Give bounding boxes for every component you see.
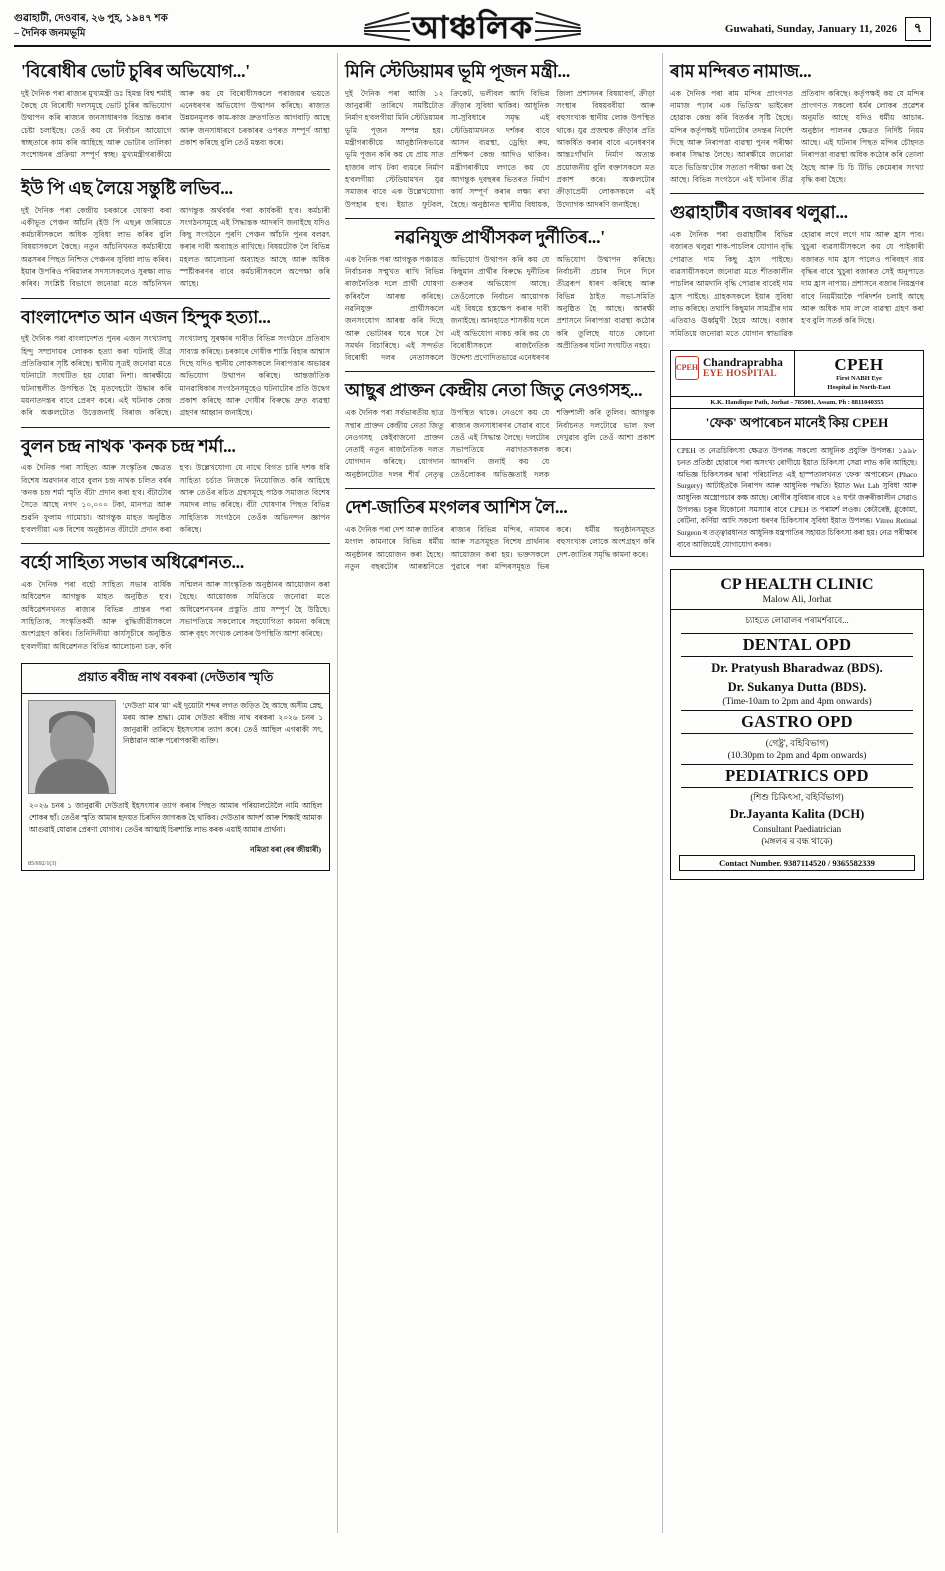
article-bulon-chandra-nath <box>21 436 330 537</box>
logo-wrap <box>374 12 571 43</box>
masthead-date-english: Guwahati, Sunday, January 11, 2026 <box>724 23 897 35</box>
column-2 <box>338 53 663 1533</box>
article-headline: 'বিৰোধীৰ ভোট চুৰিৰ অভিযোগ...' <box>21 61 250 81</box>
ad-headline: 'ফেক' অপাৰেচন মানেই কিয় CPEH <box>671 409 923 440</box>
article-headline: আছুৰ প্ৰাক্তন কেন্দ্ৰীয় নেতা জিতু নেওগসহ... <box>345 380 643 401</box>
article-bangladesh-hindu <box>21 307 330 420</box>
obituary-body-text: ২০২৬ চনৰ ১ জানুৱাৰী দেউতাই ইহসংসাৰ ত্যাগ কৰাৰ পিছত আমাৰ পৰিয়ালটোলৈ নামি আহিল শোকৰ ছাঁ। তেওঁৰ স্মৃতি আমাৰ হৃদয়ত চিৰদিন জাগৰূক হৈ থাকিব। দেউতাৰ আদৰ্শ আৰু শিক্ষাই আমাক আগুৱাই যোৱাৰ প্ৰেৰণা যোগাব। তেওঁৰ আত্মাই চিৰশান্তি লাভ কৰক এয়াই আমাৰ প্ৰাৰ্থনা। <box>29 800 322 834</box>
cpeh-logo-icon: CPEH <box>675 356 699 380</box>
clinic-dept-dental: DENTAL OPD <box>681 633 913 657</box>
article-headline: ইউ পি এছ লৈয়ে সন্তুষ্টি লভিব... <box>21 177 233 198</box>
article-body: এক দৈনিক পৰা বৰ্হো সাহিত্য সভাৰ বাৰ্ষিক অধিৱেশন আগন্তুক মাহত অনুষ্ঠিত হ'ব। অধিৱেশনখনত ৰাজ্যৰ বিভিন্ন প্ৰান্তৰ পৰা সাহিত্যিক, সংস্কৃতিকৰ্মী আৰু বুদ্ধিজীৱীসকলে অংশগ্ৰহণ কৰিব। তিনিদিনীয়া কাৰ্যসূচীৰে অনুষ্ঠিত হ'বলগীয়া অধিৱেশনত বিভিন্ন আলোচনা চক্ৰ, কবি সন্মিলন আৰু সাংস্কৃতিক অনুষ্ঠানৰ আয়োজন কৰা হৈছে। আয়োজক সমিতিয়ে জনোৱা মতে অধিৱেশনখনৰ প্ৰস্তুতি প্ৰায় সম্পূৰ্ণ হৈ উঠিছে। সভাপতিয়ে সকলোৰে সহযোগিতা কামনা কৰিছে আৰু বৃহৎ সংখ্যক লোকৰ উপস্থিতি আশা কৰিছে। <box>21 580 330 651</box>
obituary-ref-code: 85/692/1(3) <box>28 860 57 867</box>
ad-acronym-block <box>795 351 923 397</box>
divider <box>21 169 330 170</box>
clinic-tagline: চ্যাহতে লোৱালৰ পৰামৰ্শবাবে... <box>745 615 849 626</box>
divider <box>670 193 924 194</box>
column-3 <box>663 53 931 1533</box>
clinic-doctor-3-designation: Consultant Paediatrician <box>752 823 842 834</box>
obituary-inner <box>22 694 329 800</box>
obituary-signature: নমিতা বৰা (বৰ জীয়াৰী) <box>250 844 321 854</box>
ad-cp-health-clinic[interactable] <box>670 569 924 879</box>
article-body: এক দৈনিক পৰা আগন্তুক পঞ্চায়ত নিৰ্বাচনক সন্মুখত ৰাখি বিভিন্ন ৰাজনৈতিক দলে প্ৰাৰ্থী ঘোষণা কৰিবলৈ আৰম্ভ কৰিছে। নৱনিযুক্ত প্ৰাৰ্থীসকলে জনসংযোগ আৰম্ভ কৰি দিছে আৰু ভোটাৰৰ ঘৰে ঘৰে গৈ সমৰ্থন বিচাৰিছে। এই সন্দৰ্ভত বিৰোধী দলৰ নেতাসকলে অভিযোগ উত্থাপন কৰি কয় যে কিছুমান প্ৰাৰ্থীৰ বিৰুদ্ধে দুৰ্নীতিৰ গুৰুতৰ অভিযোগ আছে। তেওঁলোকে নিৰ্বাচন আয়োগক এই বিষয়ে হস্তক্ষেপ কৰাৰ দাবী জনাইছে। আনহাতে শাসকীয় দলে এই অভিযোগ নাকচ কৰি কয় যে বিৰোধীসকলে ৰাজনৈতিক উদ্দেশ্য প্ৰণোদিতভাৱে এনেধৰণৰ অভিযোগ উত্থাপন কৰিছে। নিৰ্বাচনী প্ৰচাৰ দিনে দিনে তীব্ৰৰূপ ধাৰণ কৰিছে আৰু বিভিন্ন ঠাইত সভা-সমিতি অনুষ্ঠিত হৈ আছে। আৰক্ষী প্ৰশাসনে নিৰাপত্তা ব্যৱস্থা কঠোৰ কৰি তুলিছে যাতে কোনো অপ্ৰীতিকৰ ঘটনা সংঘটিত নহয়। <box>345 254 655 363</box>
article-body: দুই দৈনিক পৰা আজি ১২ জানুৱাৰী তাৰিখে সমষ্টিটোত নিৰ্মাণ হ'বলগীয়া মিনি স্টেডিয়ামৰ ভূমি পূজন সম্পন্ন হয়। মন্ত্ৰীগৰাকীয়ে আনুষ্ঠানিকভাৱে ভূমি পূজন কৰি কয় যে প্ৰায় সাত হাজাৰ লাখ টকা ব্যয়ৰে নিৰ্মাণ হ'বলগীয়া স্টেডিয়ামখন যুৱ সমাজৰ বাবে এক উল্লেখযোগ্য উপহাৰ হ'ব। ইয়াত ফুটবল, ক্ৰিকেট, ভলীবল আদি বিভিন্ন ক্ৰীড়াৰ সুবিধা থাকিব। আধুনিক সা-সুবিধাৰে সমৃদ্ধ এই স্টেডিয়ামখনত দৰ্শকৰ বাবে আসন ব্যৱস্থা, ড্ৰেছিং ৰুম, প্ৰশিক্ষণ কেন্দ্ৰ আদিও থাকিব। মন্ত্ৰীগৰাকীয়ে লগতে কয় যে আগন্তুক দুবছৰৰ ভিতৰত নিৰ্মাণ কাৰ্য সম্পূৰ্ণ কৰাৰ লক্ষ্য ৰখা হৈছে। অনুষ্ঠানত স্থানীয় বিধায়ক, জিলা প্ৰশাসনৰ বিষয়াবৰ্গ, ক্ৰীড়া সংস্থাৰ বিষয়ববীয়া আৰু বহুসংখ্যক স্থানীয় লোক উপস্থিত থাকে। যুৱ প্ৰজন্মক ক্ৰীড়াৰ প্ৰতি আকৰ্ষিত কৰাৰ বাবে এনেধৰণৰ আন্তঃগাঁথনি নিৰ্মাণ অত্যন্ত প্ৰয়োজনীয় বুলি বক্তাসকলে মত প্ৰকাশ কৰে। অঞ্চলটোৰ ক্ৰীড়াপ্ৰেমী লোকসকলে এই উদ্যোগক আদৰণি জনাইছে। <box>345 88 655 209</box>
ad-tagline-line2: Hospital in North-East <box>827 383 891 391</box>
clinic-pediatrics-timing: (মঙ্গলৰ ৰ বন্ধ থাকে) <box>761 835 833 846</box>
article-headline: বাংলাদেশত আন এজন হিন্দুক হত্যা... <box>21 306 271 327</box>
masthead-right <box>681 17 931 41</box>
article-body: দুই দৈনিক পৰা ৰাজ্যৰ মুখ্যমন্ত্ৰী ডঃ হিমন্ত বিশ্ব শৰ্মাই কৈছে যে বিৰোধী দলসমূহে ভোট চুৰিৰ অভিযোগ উত্থাপন কৰি ৰাজ্যৰ জনসাধাৰণক বিভ্ৰান্ত কৰাৰ চেষ্টা চলাইছে। তেওঁ কয় যে নিৰ্বাচন আয়োগে স্বচ্ছতাৰে কাম কৰি আহিছে আৰু ভোটাৰ তালিকা সংশোধনৰ প্ৰক্ৰিয়া সম্পূৰ্ণ স্বচ্ছ। মুখ্যমন্ত্ৰীগৰাকীয়ে আৰু কয় যে বিৰোধীসকলে পৰাজয়ৰ ভয়তে এনেধৰণৰ অভিযোগ উত্থাপন কৰিছে। ৰাজ্যত উন্নয়নমূলক কাম-কাজ দ্ৰুতগতিত আগবাঢ়ি আছে আৰু জনসাধাৰণে চৰকাৰৰ ওপৰত সম্পূৰ্ণ আস্থা প্ৰকাশ কৰিছে বুলি তেওঁ মন্তব্য কৰে। <box>21 88 330 160</box>
masthead-left <box>14 11 264 41</box>
article-headline: নৱনিযুক্ত প্ৰাৰ্থীসকল দুৰ্নীতিৰ...' <box>395 226 605 247</box>
article-headline: দেশ-জাতিৰ মংগলৰ আশিস লৈ... <box>345 497 568 518</box>
article-body: এক দৈনিক পৰা দেশ আৰু জাতিৰ মংগল কামনাৰে বিভিন্ন ধৰ্মীয় অনুষ্ঠানৰ আয়োজন কৰা হৈছে। নতুন বছৰটোৰ আৰম্ভণিতে ৰাজ্যৰ বিভিন্ন মন্দিৰ, নামঘৰ আৰু সত্ৰসমূহত বিশেষ প্ৰাৰ্থনাৰ আয়োজন কৰা হয়। ভক্তসকলে পুৱাৰে পৰা মন্দিৰসমূহত ভিৰ কৰে। ধৰ্মীয় অনুষ্ঠানসমূহত বহুসংখ্যক লোকে অংশগ্ৰহণ কৰি দেশ-জাতিৰ সমৃদ্ধি কামনা কৰে। <box>345 524 655 571</box>
article-borho-sahitya-sabha <box>21 552 330 653</box>
divider <box>345 218 655 219</box>
clinic-contact-number[interactable]: Contact Number. 9387114520 / 9365582339 <box>679 855 915 871</box>
article-headline: মিনি স্টেডিয়ামৰ ভূমি পূজন মন্ত্ৰী... <box>345 61 571 81</box>
ad-tagline-line1: First NABH Eye <box>836 374 882 382</box>
masthead-center <box>264 12 681 43</box>
clinic-gastro-timing: (10.30pm to 2pm and 4pm onwards) <box>727 750 867 761</box>
column-1 <box>14 53 338 1533</box>
ad-chandraprabha-eye-hospital[interactable] <box>670 350 924 558</box>
clinic-doctor-3: Dr.Jayanta Kalita (DCH) <box>729 806 865 821</box>
article-body: দুই দৈনিক পৰা বাংলাদেশত পুনৰ এজন সংখ্যালঘু হিন্দু সম্প্ৰদায়ৰ লোকক হত্যা কৰা ঘটনাই তীব্ৰ প্ৰতিক্ৰিয়াৰ সৃষ্টি কৰিছে। স্থানীয় সূত্ৰই জনোৱা মতে ঘটনাটো সংঘটিত হয় যোৱা নিশা। আৰক্ষীয়ে ঘটনাস্থলীত উপস্থিত হৈ মৃতদেহটো উদ্ধাৰ কৰি ময়নাতদন্তৰ বাবে প্ৰেৰণ কৰে। এই ঘটনাক কেন্দ্ৰ কৰি অঞ্চলটোত উত্তেজনাই বিৰাজ কৰিছে। সংখ্যালঘু সুৰক্ষাৰ দাবীত বিভিন্ন সংগঠনে প্ৰতিবাদ সাব্যস্ত কৰিছে। চৰকাৰে দোষীক শাস্তি বিহাৰ আশ্বাস দিছে যদিও স্থানীয় লোকসকলে নিৰাপত্তাৰ অভাৱৰ অভিযোগ উত্থাপন কৰিছে। আন্তৰ্জাতিক মানৱাধিকাৰ সংগঠনসমূহেও ঘটনাটোৰ প্ৰতি উদ্বেগ প্ৰকাশ কৰিছে আৰু দোষীৰ বিৰুদ্ধে দ্ৰুত ব্যৱস্থা গ্ৰহণৰ আহ্বান জনাইছে। <box>21 334 330 418</box>
article-headline: বৰ্হো সাহিত্য সভাৰ অধিৱেশনত... <box>21 552 245 573</box>
masthead <box>14 10 931 47</box>
obituary-box <box>21 663 330 871</box>
divider <box>345 488 655 489</box>
article-desh-jatir-mangal <box>345 497 655 573</box>
article-nabaniyukta-prarthi <box>345 227 655 365</box>
clinic-dental-timing: (Time-10am to 2pm and 4pm onwards) <box>722 696 872 707</box>
obituary-portrait-photo <box>28 700 116 794</box>
obituary-title: প্ৰয়াত ৰবীন্দ্ৰ নাথ বৰকৰা (দেউতাৰ স্মৃতি <box>22 664 329 694</box>
article-mini-stadium <box>345 61 655 211</box>
clinic-doctor-1: Dr. Pratyush Bharadwaz (BDS). <box>711 661 883 676</box>
divider <box>345 371 655 372</box>
masthead-date-assamese: গুৱাহাটী, দেওবাৰ, ২৬ পুহ, ১৯৪৭ শক <box>14 13 168 24</box>
ad-brand-name: Chandraprabha <box>703 356 783 369</box>
clinic-dept-pediatrics-assamese: (শিশু চিকিৎসা, বহিৰ্বিভাগ) <box>750 791 844 802</box>
clinic-dept-pediatrics: PEDIATRICS OPD <box>681 764 913 788</box>
ad-header <box>671 351 923 398</box>
article-guwahati-bazar <box>670 202 924 340</box>
article-headline: গুৱাহাটীৰ বজাৰৰ থলুৱা... <box>670 202 848 223</box>
page-number: ৭ <box>905 17 931 41</box>
divider <box>21 543 330 544</box>
ad-address: K.K. Handique Path, Jorhat - 785001, Assam, Ph : 8811040355 <box>671 397 923 409</box>
obituary-intro-text: 'দেউতা' মাৰ 'মা' এই দুয়োটা শব্দৰ লগত জড়িত হৈ আছে অসীম স্নেহ, মৰম আৰু শ্ৰদ্ধা। মোৰ দেউতা ৰবীন্দ্ৰ নাথ বৰকৰা ২০২৬ চনৰ ১ জানুৱাৰী তাৰিখে ইহসংসাৰ ত্যাগ কৰে। তেওঁ আছিল এগৰাকী সৎ, নিষ্ঠাৱান আৰু পৰোপকাৰী ব্যক্তি। <box>123 700 323 746</box>
ad-body-text: CPEH ত নেত্ৰচিকিৎসা ক্ষেত্ৰত উপলব্ধ সকলো আধুনিক প্ৰযুক্তি উপলব্ধ। ১৯৯৮ চনত প্ৰতিষ্ঠা হোৱাৰে পৰা অসংখ্য ৰোগীয়ে ইয়াত চিকিৎসা সেৱা লাভ কৰি আহিছে। অভিজ্ঞ চিকিৎসকৰ দ্বাৰা পৰিচালিত এই হাস্পতালখনত 'ফেক' অপাৰেচন (Phaco Surgery) আটাইতকৈ নিৰাপদ আৰু আধুনিক পদ্ধতি। ইয়াত Wet Lab সুবিধা আৰু আধুনিক অস্ত্ৰোপচাৰ কক্ষ আছে। ৰোগীৰ সুবিধাৰ বাবে ২৪ ঘণ্টা জৰুৰীকালীন সেৱাও উপলব্ধ। চকুৰ যিকোনো সমস্যাৰ বাবে CPEH ত পৰামৰ্শ লওক। কেটাৰেক্ট, গ্লুকোমা, ৰেটিনা, কৰ্ণিয়া আদি সকলো ধৰণৰ চিকিৎসাৰ সুবিধা ইয়াত উপলব্ধ। Vitreo Retinal Surgeon ৰ তত্ত্বাৱধানত আধুনিক যন্ত্ৰপাতিৰ সহায়ত চিকিৎসা কৰা হয়। নেত্ৰ পৰীক্ষাৰ বাবে আজিয়েই যোগাযোগ কৰক। <box>677 446 917 549</box>
page-columns <box>14 53 931 1533</box>
article-headline: বুলন চন্দ্ৰ নাথক 'কনক চন্দ্ৰ শৰ্মা... <box>21 435 236 456</box>
article-body: এক দৈনিক পৰা ৰাম মন্দিৰ প্ৰাংগণত নামাজ পঢ়াৰ এক ভিডিঅ' ভাইৰেল হোৱাক কেন্দ্ৰ কৰি বিতৰ্কৰ সৃষ্টি হৈছে। মন্দিৰ কৰ্তৃপক্ষই ঘটনাটোৰ তদন্তৰ নিৰ্দেশ দিছে আৰু নিৰাপত্তা ব্যৱস্থা পুনৰ পৰীক্ষা কৰাৰ সিদ্ধান্ত লৈছে। আৰক্ষীয়ে জনোৱা মতে ভিডিঅ'টোৰ সত্যতা পৰীক্ষা কৰা হৈ আছে। বিভিন্ন সংগঠনে এই ঘটনাৰ তীব্ৰ প্ৰতিবাদ কৰিছে। কৰ্তৃপক্ষই কয় যে মন্দিৰ প্ৰাংগণত সকলো ধৰ্মৰ লোকৰ প্ৰৱেশৰ অনুমতি আছে যদিও ধৰ্মীয় আচাৰ-অনুষ্ঠান পালনৰ ক্ষেত্ৰত নিৰ্দিষ্ট নিয়ম আছে। এই ঘটনাৰ পিছত মন্দিৰ চৌহদত নিৰাপত্তা ব্যৱস্থা অধিক কঠোৰ কৰি তোলা হৈছে আৰু চি চি টিভি কেমেৰাৰ সংখ্যা বৃদ্ধি কৰা হৈছে। <box>670 88 924 184</box>
article-body: এক দৈনিক পৰা গুৱাহাটীৰ বিভিন্ন বজাৰত থলুৱা শাক-পাচলিৰ যোগান বৃদ্ধি পোৱাত দাম কিছু হ্ৰাস পাইছে। ব্যৱসায়ীসকলে জনোৱা মতে শীতকালীন পাচলিৰ আমদানি বৃদ্ধি পোৱাৰ বাবেই দাম হ্ৰাস পাইছে। গ্ৰাহকসকলে ইয়াৰ সুবিধা লাভ কৰিছে। তথাপি কিছুমান সামগ্ৰীৰ দাম এতিয়াও ঊৰ্ধ্বমুখী হৈয়ে আছে। বজাৰ সমিতিয়ে জনোৱা মতে যোগান স্বাভাৱিক হোৱাৰ লগে লগে দাম আৰু হ্ৰাস পাব। খুচুৰা ব্যৱসায়ীসকলে কয় যে পাইকাৰী বজাৰত দাম হ্ৰাস পালেও পৰিবহণ ব্যয় বৃদ্ধিৰ বাবে খুচুৰা বজাৰত সেই অনুপাতে দাম হ্ৰাস নাপায়। প্ৰশাসনে বজাৰ নিয়ন্ত্ৰণৰ বাবে নিয়মীয়াকৈ পৰিদৰ্শন চলাই আছে আৰু অধিক দাম ল'লে ব্যৱস্থা গ্ৰহণ কৰা হ'ব বুলি সতৰ্ক কৰি দিছে। <box>670 230 924 338</box>
article-body: এক দৈনিক পৰা সৰ্বভাৰতীয় ছাত্ৰ সন্থাৰ প্ৰাক্তন কেন্দ্ৰীয় নেতা জিতু নেওগসহ কেইবাজনো প্ৰাক্তন নেতাই নতুন ৰাজনৈতিক দলত যোগদান কৰিছে। যোগদান অনুষ্ঠানটোত দলৰ শীৰ্ষ নেতৃত্ব উপস্থিত থাকে। নেওগে কয় যে ৰাজ্যৰ জনসাধাৰণৰ সেৱাৰ বাবে তেওঁ এই সিদ্ধান্ত লৈছে। দলটোৰ সভাপতিয়ে নৱাগতসকলক আদৰণি জনাই কয় যে তেওঁলোকৰ অভিজ্ঞতাই দলক শক্তিশালী কৰি তুলিব। আগন্তুক নিৰ্বাচনত দলটোৱে ভাল ফল দেখুৱাব বুলি তেওঁ আশা প্ৰকাশ কৰে। <box>345 408 655 479</box>
article-ups <box>21 178 330 291</box>
article-ram-mandir-namaz <box>670 61 924 186</box>
clinic-location: Malow Ali, Jorhat <box>671 595 923 610</box>
divider <box>21 298 330 299</box>
ad-brand-block <box>671 351 795 397</box>
clinic-dept-gastro: GASTRO OPD <box>681 710 913 734</box>
masthead-publication-assamese: – দৈনিক জনমভূমি <box>14 28 86 39</box>
clinic-dept-gastro-assamese: (গেষ্ট্ৰ', বহিবিভাগ) <box>765 737 829 748</box>
clinic-name: CP HEALTH CLINIC <box>720 576 874 594</box>
divider <box>21 427 330 428</box>
ad-acronym: CPEH <box>834 354 884 374</box>
article-headline: ৰাম মন্দিৰত নামাজ... <box>670 61 812 81</box>
clinic-doctor-2: Dr. Sukanya Dutta (BDS). <box>727 680 867 695</box>
ad-brand-subtitle: EYE HOSPITAL <box>703 369 783 379</box>
masthead-logo: আঞ্চলিক <box>412 10 533 45</box>
article-jitu-neog <box>345 380 655 481</box>
article-body: এক দৈনিক পৰা সাহিত্য আৰু সংস্কৃতিৰ ক্ষেত্ৰত বিশেষ অৱদানৰ বাবে বুলন চন্দ্ৰ নাথক চলিত বৰ্ষৰ 'কনক চন্দ্ৰ শৰ্মা স্মৃতি বঁটা' প্ৰদান কৰা হ'ব। বঁটাটোৰ সৈতে আছে নগদ ১০,০০০ টকা, মানপত্ৰ আৰু শুৱনি ফুলাম গামোচা। আগন্তুক মাহত অনুষ্ঠিত হ'বলগীয়া এক বিশেষ অনুষ্ঠানত বঁটাটো প্ৰদান কৰা হ'ব। উল্লেখযোগ্য যে নাথে বিগত চাৰি দশক ধৰি সাহিত্য চৰ্চাত নিজকে নিয়োজিত কৰি আহিছে আৰু তেওঁৰ ৰচিত গ্ৰন্থসমূহে পাঠক সমাজত বিশেষ সমাদৰ লাভ কৰিছে। বঁটা ঘোষণাৰ পিছত বিভিন্ন সাহিত্যিক সংগঠনে তেওঁক অভিনন্দন জ্ঞাপন কৰিছে। <box>21 463 330 534</box>
article-birodhir-vote <box>21 61 330 162</box>
article-body: দুই দৈনিক পৰা কেন্দ্ৰীয় চৰকাৰে ঘোষণা কৰা একীভূত পেঞ্চন আঁচনি (ইউ পি এছ)ৰ জৰিয়তে কৰ্মচাৰীসকলে অধিক সুবিধা লাভ কৰিব বুলি বিষয়াসকলে কৈছে। নতুন আঁচনিখনত কৰ্মচাৰীয়ে অৱসৰৰ পিছত নিশ্চিত পেঞ্চনৰ সুবিধা লাভ কৰিব। ইয়াৰ উপৰিও পৰিয়ালৰ সদস্যসকলেও সুৰক্ষা লাভ কৰিব। সংশ্লিষ্ট বিভাগে জনোৱা মতে আঁচনিখন আগন্তুক অৰ্থবৰ্ষৰ পৰা কাৰ্যকৰী হ'ব। কৰ্মচাৰী সংগঠনসমূহে এই সিদ্ধান্তক আদৰণি জনাইছে যদিও কিছু সংগঠনে পুৰণি পেঞ্চন আঁচনি পুনৰ বলৱৎ কৰাৰ দাবী অব্যাহত ৰাখিছে। বিষয়টোক লৈ বিভিন্ন মহলত আলোচনা অব্যাহত আছে আৰু অধিক স্পষ্টীকৰণৰ বাবে কৰ্মচাৰীসকলে অপেক্ষা কৰি আছে। <box>21 205 330 289</box>
